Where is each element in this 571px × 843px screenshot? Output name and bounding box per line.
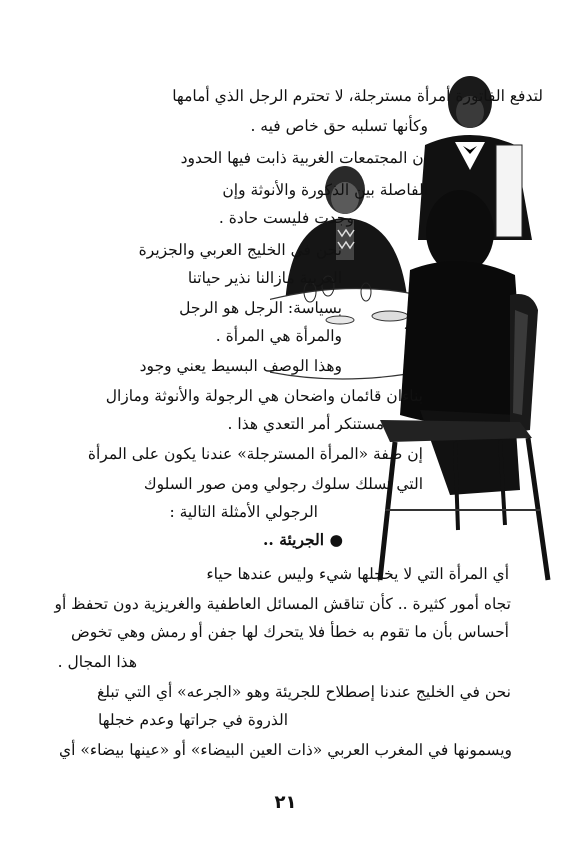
text-line-6: نحن في الخليج العربي والجزيرة bbox=[138, 241, 342, 259]
text-line-13: إن صفة «المرأة المسترجلة» عندنا يكون على المرأة bbox=[87, 445, 423, 463]
section-heading-bold: ● الجريئة .. bbox=[263, 530, 343, 549]
text-line-23: ويسمونها في المغرب العربي «ذات العين البيضاء» أو «عينها بيضاء» أي bbox=[59, 741, 512, 759]
text-line-10: وهذا الوصف البسيط يعني وجود bbox=[139, 357, 342, 375]
text-line-5: وجدت فليست حادة . bbox=[218, 209, 354, 227]
text-line-17: أي المرأة التي لا يخجلها شيء وليس عندها حياء bbox=[206, 565, 509, 583]
text-line-1: لتدفع الفاتورة أمرأة مسترجلة، لا تحترم الرجل الذي أمامها bbox=[172, 87, 543, 105]
text-line-3: إن المجتمعات الغربية ذابت فيها الحدود bbox=[180, 149, 428, 167]
text-line-8: بسياسة: الرجل هو الرجل bbox=[179, 299, 342, 317]
text-line-9: والمرأة هي المرأة . bbox=[215, 327, 342, 345]
text-line-15: الرجولي الأمثلة التالية : bbox=[169, 503, 318, 521]
text-line-18: تجاه أمور كثيرة .. كأن تناقش المسائل العاطفية والغريزية دون تحفظ أو bbox=[54, 595, 511, 613]
page-number: ٢١ bbox=[274, 792, 297, 813]
text-line-2: وكأنها تسلبه حق خاص فيه . bbox=[250, 117, 428, 135]
text-line-14: التي تسلك سلوك رجولي ومن صور السلوك bbox=[143, 475, 423, 493]
text-line-7: العربية مازالنا نذير حياتنا bbox=[187, 269, 342, 287]
text-line-4: الفاصلة بين الذكورة والأنوثة وإن bbox=[222, 181, 428, 199]
text-line-19: أحساس بأن ما تقوم به خطأ فلا يتحرك لها جفن أو رمش وهي تخوض bbox=[70, 623, 509, 641]
text-line-12: مستنكر أمر التعدي هذا . bbox=[227, 415, 384, 433]
text-line-20: هذا المجال . bbox=[57, 653, 137, 671]
text-line-11: بناءان قائمان واضحان هي الرجولة والأنوثة ومازال bbox=[105, 387, 423, 405]
text-line-22: الذروة في جراتها وعدم خجلها bbox=[98, 711, 288, 729]
text-line-21: نحن في الخليج عندنا إصطلاح للجريئة وهو «الجرعه» أي التي تبلغ bbox=[96, 683, 511, 701]
